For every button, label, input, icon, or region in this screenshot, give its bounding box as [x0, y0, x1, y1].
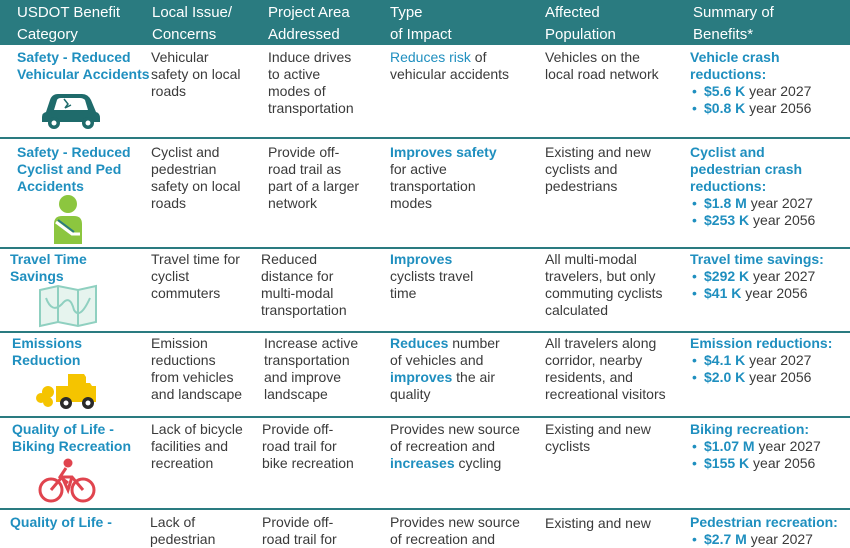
summary-of-benefits: Emission reductions: • $4.1 K year 2027 • $2.0 K year 2056 [690, 335, 832, 386]
local-issue: Emission reductions from vehicles and landscape [151, 335, 243, 402]
benefit-category: Travel Time Savings [10, 251, 87, 284]
type-of-impact: Reduces number of vehicles and improves the air quality [390, 335, 500, 402]
benefit-category: Quality of Life - [10, 514, 112, 530]
type-of-impact: Provides new source of recreation and increases cycling [390, 421, 520, 471]
table-header [0, 0, 850, 45]
summary-of-benefits: Pedestrian recreation: • $2.7 M year 2027 [690, 514, 838, 548]
local-issue: Lack of bicycle facilities and recreation [151, 421, 243, 471]
affected-population: Vehicles on the local road network [545, 49, 659, 82]
injured-person-icon [46, 194, 90, 246]
header-type-of-impact: Type of Impact [390, 4, 452, 43]
header-summary-of-benefits: Summary of Benefits* [693, 4, 774, 43]
summary-of-benefits: Biking recreation: • $1.07 M year 2027 • $155 K year 2056 [690, 421, 821, 472]
row-divider [0, 137, 850, 139]
benefit-category: Emissions Reduction [12, 335, 83, 368]
affected-population: Existing and new cyclists and pedestrians [545, 144, 651, 194]
summary-of-benefits: Vehicle crash reductions: • $5.6 K year 2027 • $0.8 K year 2056 [690, 49, 811, 117]
header-project-area: Project Area Addressed [268, 4, 350, 43]
header-local-issue: Local Issue/ Concerns [152, 4, 233, 43]
map-icon [38, 284, 98, 328]
benefit-category: Safety - Reduced Cyclist and Ped Accidents [17, 144, 131, 194]
affected-population: All multi-modal travelers, but only commuting cyclists calculated [545, 251, 663, 318]
affected-population: Existing and new [545, 515, 651, 531]
local-issue: Vehicular safety on local roads [151, 49, 241, 99]
local-issue: Cyclist and pedestrian safety on local roads [151, 144, 241, 211]
local-issue: Travel time for cyclist commuters [151, 251, 240, 301]
type-of-impact: Improves safety for active transportation modes [390, 144, 497, 211]
type-of-impact: Reduces risk of vehicular accidents [390, 49, 510, 82]
row-divider [0, 508, 850, 510]
project-area: Provide off- road trail for bike recreation [262, 421, 354, 471]
header-benefit-category: USDOT Benefit Category [17, 4, 121, 43]
truck-emissions-icon [34, 370, 98, 412]
summary-of-benefits: Cyclist and pedestrian crash reductions: • $1.8 M year 2027 • $253 K year 2056 [690, 144, 815, 229]
project-area: Induce drives to active modes of transportation [268, 49, 354, 116]
type-of-impact: Improves cyclists travel time [390, 251, 474, 301]
affected-population: Existing and new cyclists [545, 421, 651, 454]
local-issue: Lack of pedestrian [150, 514, 216, 547]
type-of-impact: Provides new source of recreation and [390, 514, 520, 547]
row-divider [0, 331, 850, 333]
affected-population: All travelers along corridor, nearby residents, and recreational visitors [545, 335, 666, 402]
row-divider [0, 416, 850, 418]
header-affected-population: Affected Population [545, 4, 616, 43]
cyclist-icon [38, 457, 96, 503]
row-divider [0, 247, 850, 249]
benefit-category: Safety - Reduced Vehicular Accidents [17, 49, 150, 82]
summary-of-benefits: Travel time savings: • $292 K year 2027 • $41 K year 2056 [690, 251, 824, 302]
car-crash-icon [40, 86, 102, 130]
project-area: Provide off- road trail for [262, 514, 337, 547]
benefit-category: Quality of Life - Biking Recreation [12, 421, 132, 454]
project-area: Provide off- road trail as part of a larger network [268, 144, 360, 211]
project-area: Increase active transportation and improve landscape [264, 335, 359, 402]
project-area: Reduced distance for multi-modal transportation [261, 251, 347, 318]
